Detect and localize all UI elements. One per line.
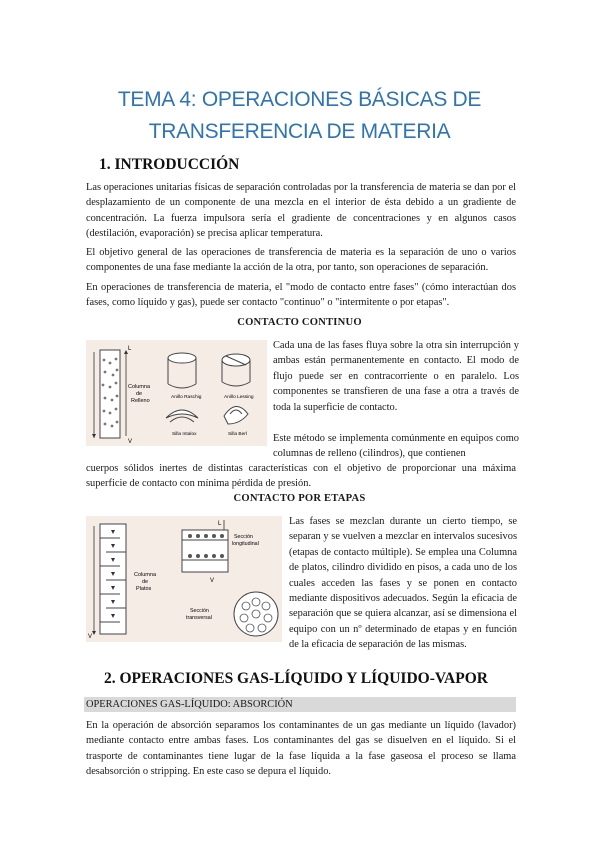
fig2-transversal-label-2: transversal — [186, 615, 212, 621]
intro-paragraph-1: Las operaciones unitarias físicas de separación controladas por la transferencia de materia se dan por el desplazamiento de un componente de una mezcla en el interior de ésta debido a un gradiente de concentración. La fuerza impulsora sería el gradiente de concentraciones y en algunos casos (destilación, evaporación) se precisa aplicar temperatura. — [86, 182, 516, 240]
contacto-continuo-paragraph-2-start: Este método se implementa comúnmente en equipos como columnas de relleno (cilindros), que contienen — [273, 433, 519, 460]
fig1-col-label-1: Columna — [128, 384, 151, 390]
fig2-longitudinal-label-1: Sección — [234, 534, 253, 540]
intro-paragraph-2: El objetivo general de las operaciones de transferencia de materia es la separación de uno o varios componentes de una fase mediante la acción de la otra, por tanto, son operaciones de separación. — [86, 247, 516, 274]
fig2-col-label-2: de — [142, 579, 149, 585]
fig1-col-label-3: Relleno — [131, 398, 150, 404]
section-1-heading: 1. INTRODUCCIÓN — [99, 156, 240, 173]
fig1-ring-lessing: Anillo Lessing — [224, 395, 254, 400]
plate-column-figure — [86, 516, 282, 642]
fig2-longitudinal-label-2: longitudinal — [232, 541, 259, 547]
contacto-continuo-paragraph-1: Cada una de las fases fluya sobre la otra sin interrupción y ambas están permanentemente en contacto. El modo de flujo puede ser en contracorriente o en paralelo. Los componentes se transfieren de una fase a otra a través de toda la superficie de contacto. — [273, 340, 519, 413]
absorcion-paragraph: En la operación de absorción separamos los contaminantes de un gas mediante un líquido (lavador) mediante contacto entre ambas fases. Los contaminantes del gas se disuelven en el líquido. Si el trasporte de contaminantes tiene lugar de la fase líquida a la fase gaseosa el proceso se llama desabsorción o stripping. En este caso se depura el líquido. — [86, 720, 516, 778]
contacto-continuo-heading: CONTACTO CONTINUO — [237, 317, 362, 328]
page-title — [0, 84, 599, 148]
packed-column-diagram — [86, 340, 267, 446]
fig1-ring-raschig: Anillo Raschig — [171, 395, 202, 400]
fig1-saddle-intalox: Silla Intalox — [172, 432, 197, 437]
contacto-etapas-heading: CONTACTO POR ETAPAS — [233, 493, 366, 504]
fig2-L-label: L — [218, 521, 222, 527]
contacto-etapas-paragraph: Las fases se mezclan durante un cierto tiempo, se separan y se vuelven a mezclar en intervalos sucesivos (etapas de contacto múltiple). Se emplea una Columna de platos, cilindro dividido en pisos, a cada uno de los cuales acceden las fases y se ponen en contacto mediante dispositivos adecuados. Según la eficacia de separación que se quiera alcanzar, así se dimensiona el equipo con un nº determinado de etapas y en función de la eficacia de separación de las mismas. — [289, 516, 517, 651]
fig1-saddle-berl: Silla Berl — [228, 432, 247, 437]
title-line-1: TEMA 4: OPERACIONES BÁSICAS DE — [117, 88, 482, 111]
section-2-heading: 2. OPERACIONES GAS-LÍQUIDO Y LÍQUIDO-VAPOR — [104, 670, 488, 687]
fig2-col-label-3: Platos — [136, 586, 152, 592]
fig2-col-label-1: Columna — [134, 572, 157, 578]
fig1-L-label: L — [128, 346, 132, 352]
intro-paragraph-3: En operaciones de transferencia de materia, el "modo de contacto entre fases" (cómo interactúan dos fases, como líquido y gas), puede ser contacto "continuo" o "intermitente o por etapas". — [86, 282, 516, 309]
fig2-V-label: V — [88, 634, 93, 640]
fig1-col-label-2: de — [136, 391, 143, 397]
fig1-V-label: V — [128, 439, 133, 445]
plate-column-diagram — [86, 516, 282, 642]
title-line-2: TRANSFERENCIA DE MATERIA — [148, 120, 451, 143]
fig2-transversal-label-1: Sección — [190, 608, 209, 614]
contacto-continuo-paragraph-2-end: cuerpos sólidos inertes de distintas características con el objetivo de proporcionar una máxima superficie de contacto con mínima pérdida de presión. — [86, 463, 516, 490]
fig2-V2-label: V — [210, 578, 215, 584]
packed-column-figure — [86, 340, 267, 446]
absorcion-subheading-bar: OPERACIONES GAS-LÍQUIDO: ABSORCIÓN — [84, 697, 516, 712]
